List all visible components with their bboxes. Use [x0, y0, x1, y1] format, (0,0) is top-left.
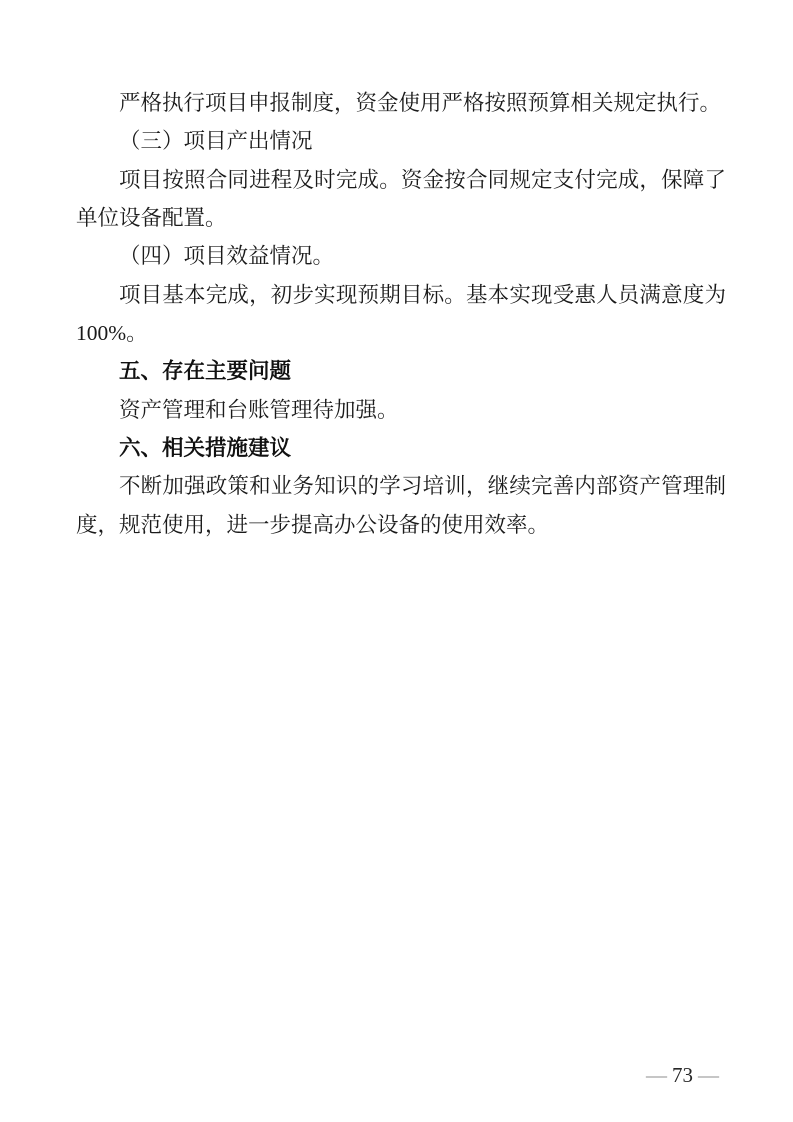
heading-suggestions: 六、相关措施建议	[119, 435, 292, 460]
paragraph-benefit-detail: 项目基本完成，初步实现预期目标。基本实现受惠人员满意度为100%。	[76, 282, 726, 345]
document-body	[76, 84, 726, 544]
page-number-dash-left: —	[646, 1063, 667, 1087]
subheading-project-output: （三）项目产出情况	[119, 129, 313, 154]
page-number-value: 73	[672, 1063, 693, 1087]
paragraph-problems-detail: 资产管理和台账管理待加强。	[119, 397, 399, 422]
paragraph-budget-execution: 严格执行项目申报制度，资金使用严格按照预算相关规定执行。	[119, 91, 722, 115]
paragraph-suggestions-detail: 不断加强政策和业务知识的学习培训，继续完善内部资产管理制度，规范使用，进一步提高办公设备的使用效率。	[76, 474, 726, 537]
page-number-dash-right: —	[698, 1063, 719, 1087]
paragraph-project-completion: 项目按照合同进程及时完成。资金按合同规定支付完成，保障了单位设备配置。	[76, 167, 726, 230]
subheading-project-benefit: （四）项目效益情况。	[119, 244, 335, 269]
heading-main-problems: 五、存在主要问题	[119, 359, 292, 384]
page-number	[625, 1042, 719, 1108]
